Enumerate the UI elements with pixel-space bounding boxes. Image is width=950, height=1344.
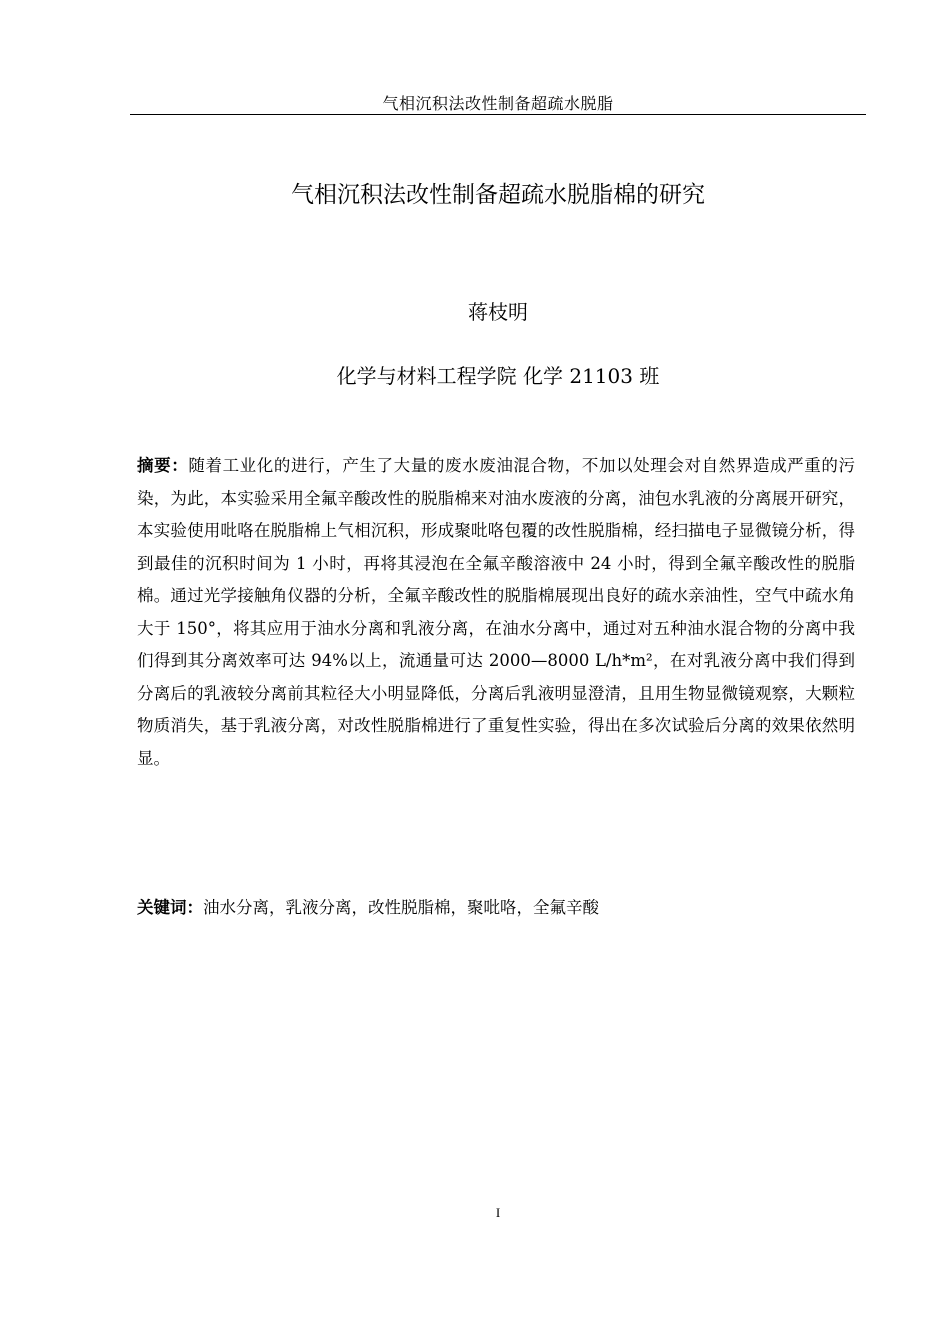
keywords-text: 油水分离，乳液分离，改性脱脂棉，聚吡咯，全氟辛酸 — [203, 898, 599, 917]
keywords-paragraph — [137, 893, 855, 923]
page-number: I — [495, 1205, 501, 1220]
running-header: 气相沉积法改性制备超疏水脱脂 — [382, 94, 614, 113]
abstract-label: 摘要： — [137, 456, 189, 475]
keywords-label: 关键词： — [137, 898, 203, 917]
author-affiliation: 化学与材料工程学院 化学 21103 班 — [336, 364, 660, 388]
header-rule — [130, 114, 866, 115]
abstract-paragraph — [137, 450, 855, 775]
abstract-text: 随着工业化的进行，产生了大量的废水废油混合物，不加以处理会对自然界造成严重的污染，为此，本实验采用全氟辛酸改性的脱脂棉来对油水废液的分离，油包水乳液的分离展开研究，本实验使用吡咯在脱脂棉上气相沉积，形成聚吡咯包覆的改性脱脂棉，经扫描电子显微镜分析，得到最佳的沉积时间为 1 小时，再将其浸泡在全氟辛酸溶液中 24 小时，得到全氟辛酸改性的脱脂棉。通过光学接触角仪器的分析，全氟辛酸改性的脱脂棉展现出良好的疏水亲油性，空气中疏水角大于 150°，将其应用于油水分离和乳液分离，在油水分离中，通过对五种油水混合物的分离中我们得到其分离效率可达 94%以上，流通量可达 2000—8000 L/h*m²，在对乳液分离中我们得到分离后的乳液较分离前其粒径大小明显降低，分离后乳液明显澄清，且用生物显微镜观察，大颗粒物质消失，基于乳液分离，对改性脱脂棉进行了重复性实验，得出在多次试验后分离的效果依然明显。 — [137, 456, 856, 768]
paper-title: 气相沉积法改性制备超疏水脱脂棉的研究 — [291, 182, 705, 208]
author-name: 蒋枝明 — [468, 300, 528, 324]
